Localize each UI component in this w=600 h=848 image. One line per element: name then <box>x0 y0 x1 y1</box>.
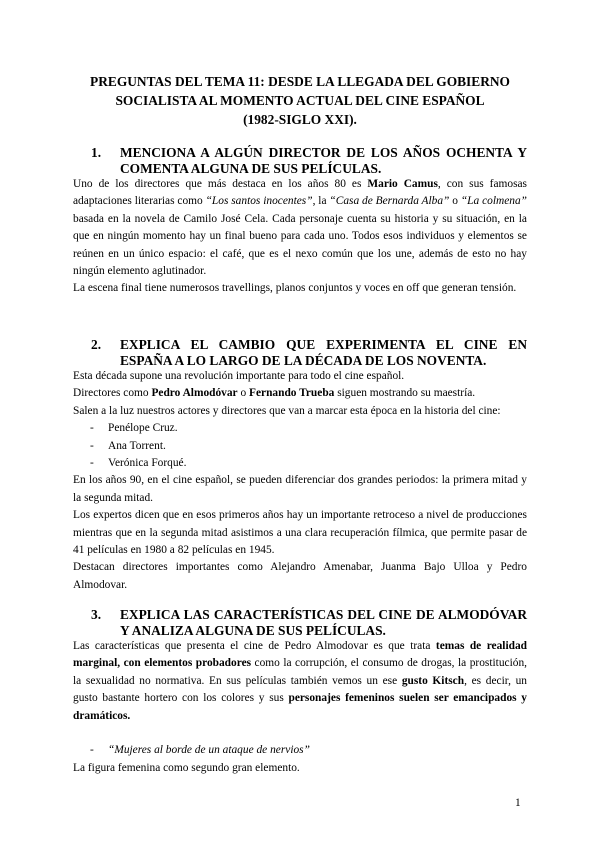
question-1-paragraph-1 <box>73 176 527 280</box>
text-run: o <box>449 195 461 208</box>
question-2-number: 2. <box>91 337 102 352</box>
blank-line <box>73 725 527 742</box>
film-title: “La colmena” <box>460 195 527 208</box>
title-line-3: (1982-SIGLO XXI). <box>243 112 357 127</box>
list-item-text: Penélope Cruz. <box>108 422 178 435</box>
list-item-text: Verónica Forqué. <box>108 457 187 470</box>
director-name: Fernando Trueba <box>249 387 335 400</box>
question-3-paragraph-1 <box>73 638 527 725</box>
question-2-paragraph-3: Salen a la luz nuestros actores y directores que van a marcar esta época en la historia del cine: <box>73 404 501 417</box>
films-list <box>73 742 527 759</box>
text-run: Directores como <box>73 387 152 400</box>
text-run: , es decir, un gusto bastante hortero con los colores y sus <box>73 674 527 705</box>
document-title <box>72 72 528 129</box>
text-run: , la <box>312 195 330 208</box>
question-1-paragraph-2: La escena final tiene numerosos travellings, planos conjuntos y voces en off que generan tensión. <box>73 282 517 295</box>
list-dash: - <box>90 439 94 452</box>
emphasis: gusto Kitsch <box>401 674 465 687</box>
text-run: Las características que presenta el cine de Pedro Almodovar es que trata <box>73 640 436 652</box>
question-2-heading <box>73 337 527 368</box>
film-title: “Casa de Bernarda Alba” <box>329 195 450 208</box>
list-dash: - <box>90 457 94 470</box>
text-run: Uno de los directores que más destaca en los años 80 es <box>73 178 368 190</box>
list-item <box>73 455 527 472</box>
list-dash: - <box>90 422 94 435</box>
question-2-paragraph-2 <box>73 385 527 402</box>
emphasis: personajes femeninos suelen ser emancipados y dramáticos. <box>73 692 527 722</box>
text-run: siguen mostrando su maestría. <box>334 387 476 400</box>
question-3-section <box>73 607 527 777</box>
question-1-text: MENCIONA A ALGÚN DIRECTOR DE LOS AÑOS OCHENTA Y COMENTA ALGUNA DE SUS PELÍCULAS. <box>120 145 527 176</box>
question-2-section <box>73 337 527 594</box>
list-item <box>73 438 527 455</box>
question-2-paragraph-6: Destacan directores importantes como Alejandro Amenabar, Juanma Bajo Ulloa y Pedro Almodovar. <box>73 561 527 591</box>
text-run: como la corrupción, el consumo de drogas, la prostitución, la sexualidad no normativa. En sus películas también vemos un ese <box>73 657 527 687</box>
question-2-paragraph-1: Esta década supone una revolución importante para todo el cine español. <box>73 370 405 382</box>
title-line-2: SOCIALISTA AL MOMENTO ACTUAL DEL CINE ESPAÑOL <box>115 93 485 108</box>
text-run: , con sus famosas adaptaciones literarias como <box>73 178 527 208</box>
film-title: “Los santos inocentes” <box>205 195 313 208</box>
title-line-1: PREGUNTAS DEL TEMA 11: DESDE LA LLEGADA DEL GOBIERNO <box>90 74 510 89</box>
film-title: “Mujeres al borde de un ataque de nervios” <box>108 744 310 757</box>
page-number: 1 <box>515 797 521 809</box>
question-1-number: 1. <box>91 145 102 160</box>
question-2-paragraph-4: En los años 90, en el cine español, se pueden diferenciar dos grandes periodos: la primera mitad y la segunda mitad. <box>73 474 527 504</box>
text-run: o <box>237 387 250 400</box>
list-item-text: Ana Torrent. <box>108 439 166 452</box>
text-run: basada en la novela de Camilo José Cela. Cada personaje cuenta su historia y su situación, en la que en ningún momento hay un final bueno para cada uno. Todos esos individuos y elementos se reúnen en un único espacio: el café, que es el nexo común que los une, además de esto no hay ningún elemento aglutinador. <box>73 212 527 278</box>
question-2-paragraph-5: Los expertos dicen que en esos primeros años hay un importante retroceso a nivel de producciones mientras que en la segunda mitad asistimos a una clara recuperación fílmica, que permite pasar de 41 películas en 1980 a 82 películas en 1945. <box>73 509 527 557</box>
question-3-paragraph-2: La figura femenina como segundo gran elemento. <box>73 761 300 774</box>
question-1-heading <box>73 145 527 176</box>
director-name: Pedro Almodóvar <box>151 387 238 400</box>
question-2-text: EXPLICA EL CAMBIO QUE EXPERIMENTA EL CINE EN ESPAÑA A LO LARGO DE LA DÉCADA DE LOS NOVENTA. <box>120 337 527 368</box>
list-item <box>73 742 527 759</box>
list-dash: - <box>90 744 94 757</box>
question-3-number: 3. <box>91 607 102 622</box>
list-item <box>73 420 527 437</box>
emphasis: temas de realidad marginal, con elementos probadores <box>73 640 527 670</box>
actors-list <box>73 420 527 472</box>
director-name: Mario Camus <box>367 178 438 190</box>
question-3-text: EXPLICA LAS CARACTERÍSTICAS DEL CINE DE ALMODÓVAR Y ANALIZA ALGUNA DE SUS PELÍCULAS. <box>120 607 527 638</box>
question-3-heading <box>73 607 527 638</box>
question-1-section <box>73 145 527 298</box>
